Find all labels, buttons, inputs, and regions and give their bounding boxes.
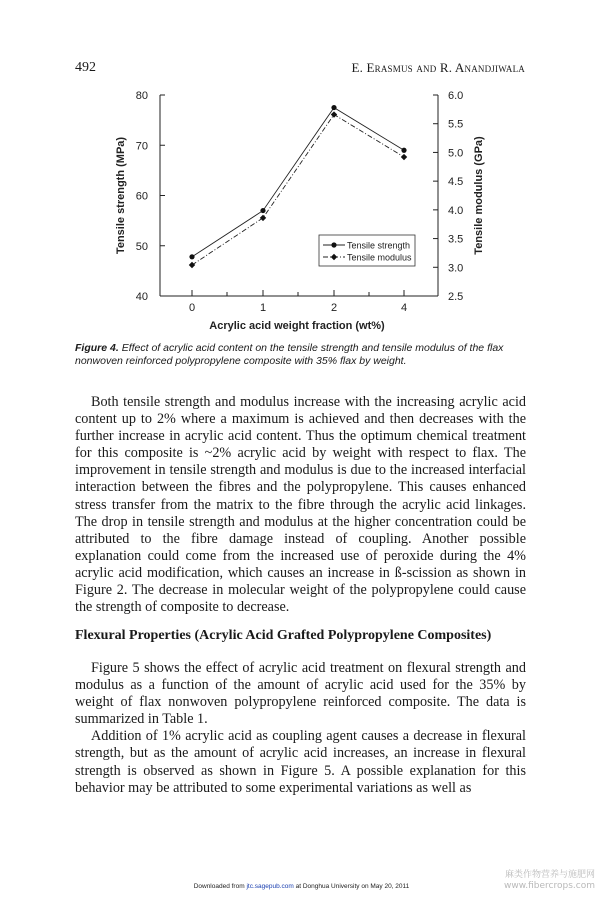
watermark [504, 870, 595, 892]
paragraph-2: Figure 5 shows the effect of acrylic acid treatment on flexural strength and modulus as a function of the amount of acrylic acid used for the 35% by weight of flax nonwoven polypropylene reinforced composite. The data is summarized in Table 1. [75, 660, 526, 728]
paragraphs-flexural [75, 660, 526, 797]
paragraph-tensile-discussion [75, 394, 526, 616]
watermark-line-2: www.fibercrops.com [504, 881, 595, 891]
paragraph-1: Both tensile strength and modulus increase with the increasing acrylic acid content up to 2% where a maximum is achieved and then decreases with the further increase in acrylic acid content. Thus the optimum chemical treatment for this composite is ~2% acrylic acid by weight with respect to flax. The improvement in tensile strength and modulus is due to the increased interfacial interaction between the fibres and the polypropylene. This causes enhanced stress transfer from the matrix to the fibre through the acrylic acid linkages. The drop in tensile strength and modulus at the higher concentration could be attributed to the fibre damage instead of coupling. Another possible explanation could come from the increased use of peroxide during the 4% acrylic acid modification, which causes an increase in ß-scission as shown in Figure 2. The decrease in molecular weight of the polypropylene could cause the strength of composite to decrease. [75, 394, 526, 616]
x-tick-label: 4 [400, 302, 408, 314]
y-right-tick-label: 6.0 [448, 90, 464, 102]
y-left-tick-label: 50 [135, 240, 148, 253]
data-point-circle [401, 148, 406, 153]
paragraph-3: Addition of 1% acrylic acid as coupling agent causes a decrease in flexural strength, but as the amount of acrylic acid increases, an increase in flexural strength is observed as shown in Figure 5. A possible explanation for this behavior may be attributed to some experimental variations as well as [75, 728, 526, 796]
legend-label: Tensile strength [347, 240, 411, 251]
y-right-tick-label: 5.0 [448, 147, 464, 160]
footer-suffix: at Donghua University on May 20, 2011 [293, 883, 410, 890]
data-point-diamond [331, 111, 337, 117]
y-right-tick-label: 2.5 [448, 291, 464, 303]
series-line [192, 108, 404, 257]
x-tick-label: 0 [188, 302, 196, 314]
y-axis-left-label: Tensile strength (MPa) [115, 136, 127, 255]
running-header-authors: E. Erasmus and R. Anandjiwala [351, 60, 525, 75]
data-point-circle [331, 242, 336, 247]
figure-caption [75, 342, 530, 368]
watermark-line-1: 麻类作物营养与施肥网 [504, 870, 595, 880]
y-right-tick-label: 3.0 [448, 262, 464, 275]
y-right-tick-label: 4.5 [448, 176, 464, 189]
x-tick-label: 1 [259, 302, 267, 314]
y-axis-right-label: Tensile modulus (GPa) [473, 136, 485, 255]
data-point-diamond [401, 154, 407, 160]
data-point-circle [260, 208, 265, 213]
data-point-circle [189, 254, 194, 259]
y-left-tick-label: 80 [135, 90, 148, 102]
footer-link[interactable]: jtc.sagepub.com [246, 883, 294, 890]
y-right-tick-label: 3.5 [448, 233, 464, 246]
caption-text: Effect of acrylic acid content on the tensile strength and tensile modulus of the flax nonwoven reinforced polypropylene composite with 35% flax by weight. [75, 342, 504, 367]
figure-4-chart [110, 82, 500, 334]
y-right-tick-label: 5.5 [448, 118, 464, 131]
chart-axes [115, 90, 485, 332]
data-point-circle [331, 105, 336, 110]
y-right-tick-label: 4.0 [448, 204, 464, 217]
y-left-tick-label: 60 [135, 190, 148, 203]
x-axis-label: Acrylic acid weight fraction (wt%) [209, 320, 385, 332]
y-left-tick-label: 40 [135, 291, 148, 303]
footer-prefix: Downloaded from [193, 883, 247, 890]
section-heading-flexural: Flexural Properties (Acrylic Acid Grafted Polypropylene Composites) [75, 628, 492, 643]
data-point-diamond [260, 215, 266, 221]
chart-legend [319, 235, 415, 266]
caption-label: Figure 4. [75, 342, 119, 354]
data-point-diamond [189, 262, 195, 268]
legend-label: Tensile modulus [347, 252, 412, 263]
y-left-tick-label: 70 [135, 140, 148, 153]
x-tick-label: 2 [330, 302, 338, 314]
page-number: 492 [75, 60, 96, 75]
